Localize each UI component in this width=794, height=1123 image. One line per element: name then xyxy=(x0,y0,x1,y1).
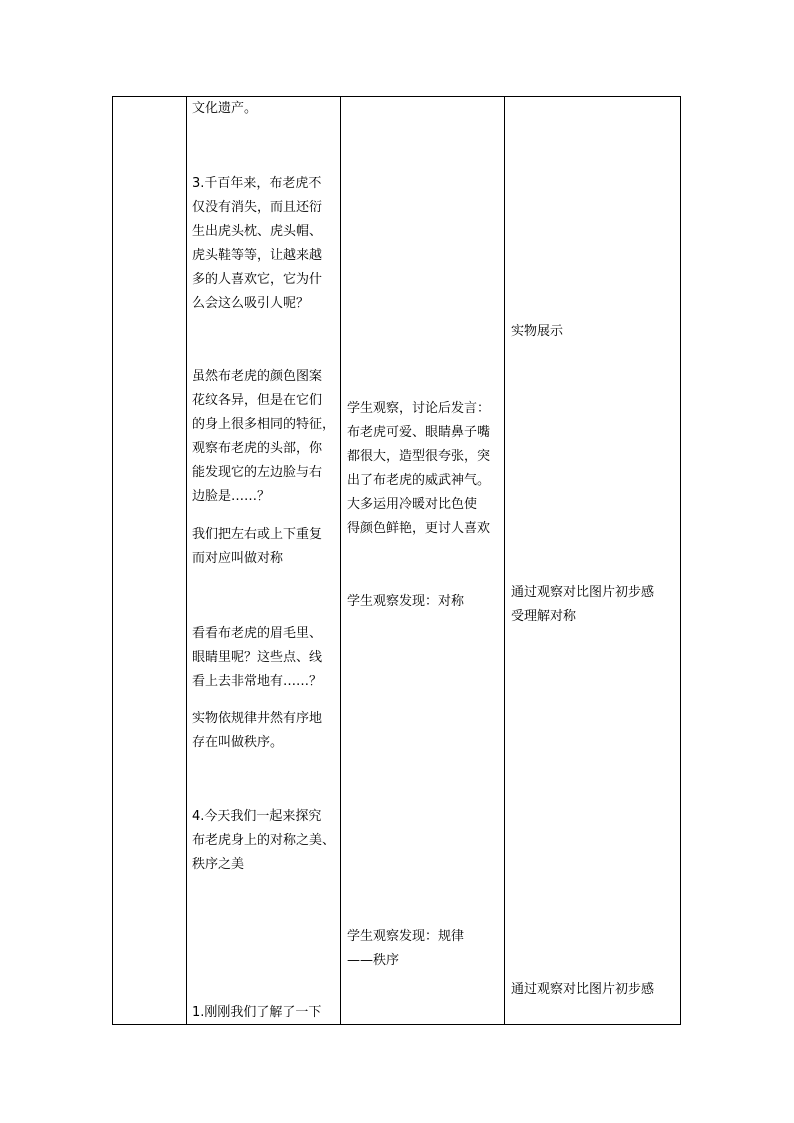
teacher-paragraph: 虽然布老虎的颜色图案 花纹各异，但是在它们 的身上很多相同的特征， 观察布老虎的头部，你 能发现它的左边脸与右 边脸是……？ xyxy=(192,369,336,504)
teacher-paragraph: 1.刚刚我们了解了一下 xyxy=(192,1005,322,1020)
student-paragraph: 学生观察发现：对称 xyxy=(347,594,465,609)
column-divider xyxy=(340,97,341,1024)
teacher-paragraph: 文化遗产。 xyxy=(192,101,258,116)
student-paragraph: 学生观察发现：规律 ——秩序 xyxy=(347,929,465,968)
teacher-paragraph: 3.千百年来，布老虎不 仅没有消失，而且还衍 生出虎头枕、虎头帽、 虎头鞋等等，让越来越 多的人喜欢它，它为什 么会这么吸引人呢？ xyxy=(192,176,323,311)
teacher-paragraph: 实物依规律井然有序地 存在叫做秩序。 xyxy=(192,711,323,750)
teacher-paragraph: 看看布老虎的眉毛里、 眼睛里呢？这些点、线 看上去非常地有……？ xyxy=(192,626,323,689)
teacher-paragraph: 4.今天我们一起来探究 布老虎身上的对称之美、 秩序之美 xyxy=(192,809,336,872)
column-divider xyxy=(186,97,187,1024)
student-paragraph: 学生观察，讨论后发言： 布老虎可爱、眼睛鼻子嘴 都很大，造型很夸张，突 出了布老虎的威武神气。 大多运用冷暖对比色使 得颜色鲜艳，更讨人喜欢 xyxy=(347,401,491,536)
column-divider xyxy=(504,97,505,1024)
teacher-paragraph: 我们把左右或上下重复 而对应叫做对称 xyxy=(192,527,323,566)
intent-paragraph: 通过观察对比图片初步感 xyxy=(511,982,655,997)
intent-paragraph: 通过观察对比图片初步感 受理解对称 xyxy=(511,585,655,624)
intent-paragraph: 实物展示 xyxy=(511,324,564,339)
